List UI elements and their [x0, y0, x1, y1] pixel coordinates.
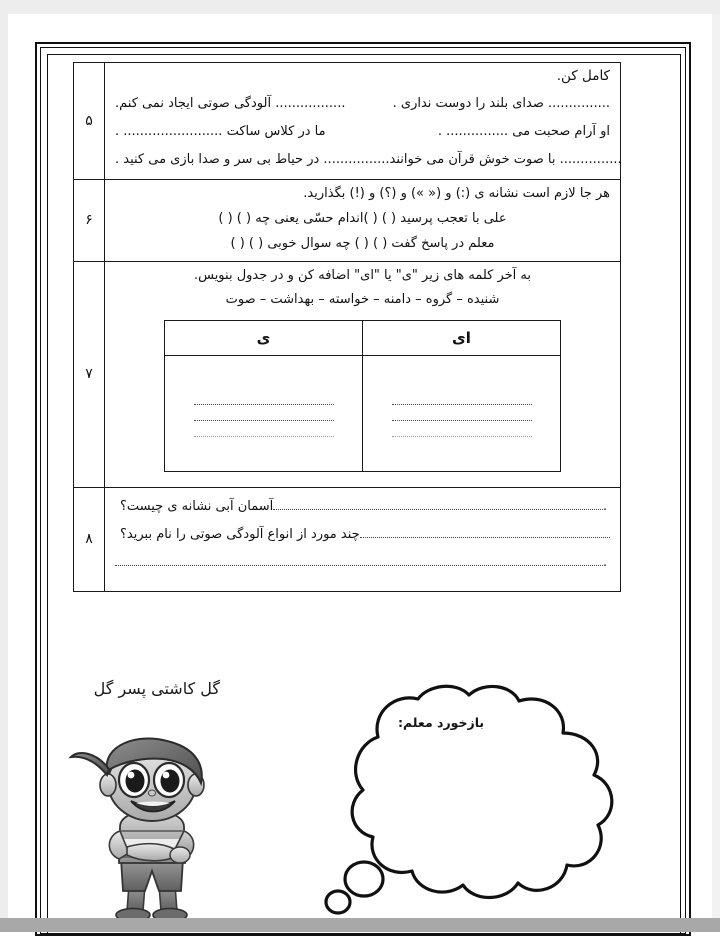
- answer-line[interactable]: [392, 389, 532, 405]
- answer-lines-ei: [392, 389, 532, 437]
- question-5-body: [105, 63, 621, 180]
- table-row: [74, 63, 621, 180]
- question-8-body: [105, 487, 621, 591]
- question-8-prompt-1: آسمان آبی نشانه ی چیست؟: [120, 498, 274, 514]
- feedback-section: [55, 665, 675, 918]
- answer-table-header-row: [165, 320, 561, 355]
- question-8-line-1: [115, 498, 610, 514]
- question-8-answer-blank-2[interactable]: [360, 526, 610, 538]
- question-8-line-2: [115, 526, 610, 542]
- question-7-body: [105, 261, 621, 487]
- question-8-line-3: [115, 554, 610, 569]
- answer-line[interactable]: [194, 405, 334, 421]
- question-8-answer-blank-1[interactable]: [273, 498, 603, 510]
- left-margin-band: [0, 0, 8, 932]
- question-6-number: ۶: [74, 179, 105, 261]
- answer-line[interactable]: [194, 421, 334, 437]
- question-5-blank-right-2[interactable]: ما در کلاس ساکت ........................ .: [115, 123, 326, 139]
- question-6-sentence-1[interactable]: علی با تعجب پرسید ( ) ( )اندام حسّی یعنی چه ( ) ( ): [218, 210, 507, 226]
- question-8-period-1: .: [603, 498, 607, 513]
- question-5-blank-left-3[interactable]: ............... با صوت خوش قرآن می خوانند.: [385, 151, 622, 167]
- top-margin-band: [0, 0, 720, 14]
- question-5-blank-right-3[interactable]: ............... در حیاط بی سر و صدا بازی می کنید .: [115, 151, 386, 167]
- question-7-number: ۷: [74, 261, 105, 487]
- answer-line[interactable]: [392, 405, 532, 421]
- answer-lines-ye: [194, 389, 334, 437]
- question-5-pair-2: [115, 124, 610, 139]
- question-5-blank-right-1[interactable]: ................. آلودگی صوتی ایجاد نمی کنم.: [115, 95, 346, 111]
- question-5-pair-1: [115, 96, 610, 111]
- question-7-answer-table: [164, 320, 561, 472]
- table-row: [74, 179, 621, 261]
- question-5-pair-3: [115, 151, 622, 167]
- question-8-answer-blank-3[interactable]: [115, 554, 603, 566]
- answer-line[interactable]: [194, 389, 334, 405]
- question-5-prompt: کامل کن.: [556, 68, 610, 84]
- question-5-blank-left-1[interactable]: ............... صدای بلند را دوست نداری .: [392, 95, 610, 111]
- question-5-number: ۵: [74, 63, 105, 180]
- answer-line[interactable]: [392, 421, 532, 437]
- question-6-prompt: هر جا لازم است نشانه ی (:) و (« ») و (؟) و (!) بگذارید.: [303, 185, 610, 201]
- question-7-words: شنیده – گروه – دامنه – خواسته – بهداشت – صوت: [225, 291, 500, 307]
- questions-table: [73, 62, 621, 592]
- question-7-prompt: به آخر کلمه های زیر "ی" یا "ای" اضافه کن و در جدول بنویس.: [193, 267, 532, 283]
- answer-cell-ye[interactable]: [165, 355, 363, 471]
- answer-cell-ei[interactable]: [363, 355, 561, 471]
- question-5-blank-left-2[interactable]: او آرام صحبت می ............... .: [437, 123, 610, 139]
- answer-table-header-ei: ای: [363, 320, 561, 355]
- question-6-sentence-2[interactable]: معلم در پاسخ گفت ( ) ( ) چه سوال خوبی ( ) ( ): [230, 235, 495, 251]
- praise-text: گل کاشتی پسر گل: [93, 679, 220, 698]
- bubble-label: بازخورد معلم:: [398, 715, 485, 730]
- table-row: [74, 487, 621, 591]
- question-8-number: ۸: [74, 487, 105, 591]
- cartoon-boy-icon: [63, 735, 243, 920]
- answer-table-header-ye: ی: [165, 320, 363, 355]
- question-8-period-3: .: [603, 554, 607, 569]
- answer-table-body-row: [165, 355, 561, 471]
- table-row: [74, 261, 621, 487]
- question-6-body: [105, 179, 621, 261]
- bottom-margin-band: [0, 918, 720, 932]
- question-8-prompt-2: چند مورد از انواع آلودگی صوتی را نام ببرید؟: [120, 526, 360, 542]
